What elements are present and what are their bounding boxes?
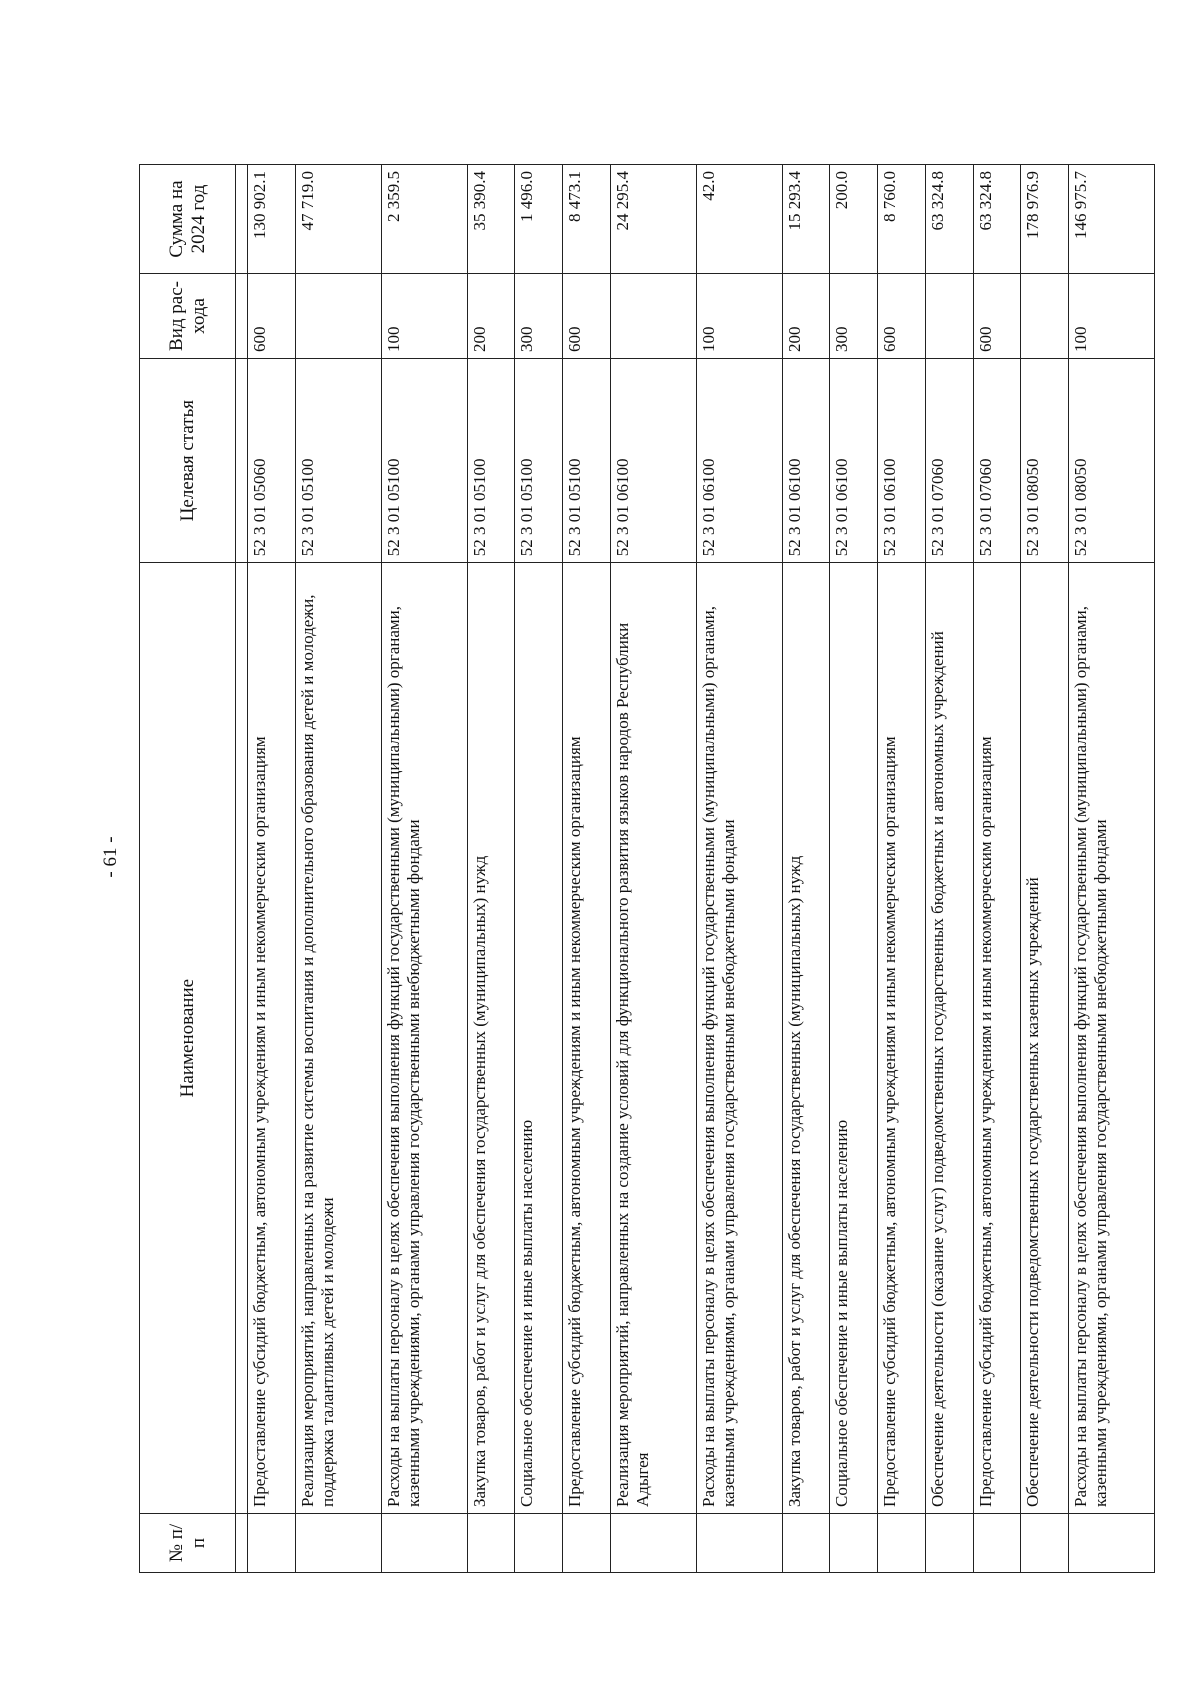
- cell-name: Реализация мероприятий, направленных на развитие системы воспитания и дополнительного образования детей и молодежи, поддержка талантливых детей и молодежи: [295, 563, 381, 1514]
- cell-sum: 8 760.0: [878, 165, 926, 274]
- cell-kind: [295, 273, 381, 358]
- table-row: [1021, 165, 1069, 1573]
- table-body: [236, 165, 1155, 1573]
- table-row: [696, 165, 782, 1573]
- cell-kind: [925, 273, 973, 358]
- cell-code: 52 3 01 06100: [696, 359, 782, 563]
- cell-name: Обеспечение деятельности (оказание услуг) подведомственных государственных бюджетных и автономных учреждений: [925, 563, 973, 1514]
- cell-sum: 35 390.4: [467, 165, 515, 274]
- cell-sum: 146 975.7: [1069, 165, 1155, 274]
- table-row: [515, 165, 563, 1573]
- cell-code: 52 3 01 06100: [878, 359, 926, 563]
- cell-name: Социальное обеспечение и иные выплаты населению: [515, 563, 563, 1514]
- cell-sum: 8 473.1: [563, 165, 611, 274]
- cell-code: 52 3 01 05100: [295, 359, 381, 563]
- cell-num: [925, 1514, 973, 1573]
- header-sum: Сумма на 2024 год: [140, 165, 236, 274]
- cell-sum: 130 902.1: [248, 165, 296, 274]
- cell-code: 52 3 01 06100: [830, 359, 878, 563]
- cell-num: [295, 1514, 381, 1573]
- cell-name: Расходы на выплаты персоналу в целях обеспечения выполнения функций государственными (муниципальными) органами, казенными учреждениями, органами управления государственными внебюджетными фондами: [1069, 563, 1155, 1514]
- table-row: [1069, 165, 1155, 1573]
- cell-sum: 1 496.0: [515, 165, 563, 274]
- cell-kind: 600: [878, 273, 926, 358]
- cell-code: 52 3 01 05100: [381, 359, 467, 563]
- cell-code: 52 3 01 08050: [1021, 359, 1069, 563]
- cell-num: [878, 1514, 926, 1573]
- cell-sum: 15 293.4: [782, 165, 830, 274]
- cell-num: [381, 1514, 467, 1573]
- table-header-row: [140, 165, 236, 1573]
- table-row: [610, 165, 696, 1573]
- cell-name: Расходы на выплаты персоналу в целях обеспечения выполнения функций государственными (муниципальными) органами, казенными учреждениями, органами управления государственными внебюджетными фондами: [381, 563, 467, 1514]
- cell-kind: [1021, 273, 1069, 358]
- cell-name: Реализация мероприятий, направленных на создание условий для функционального развития языков народов Республики Адыгея: [610, 563, 696, 1514]
- cell-code: 52 3 01 06100: [610, 359, 696, 563]
- cell-num: [973, 1514, 1021, 1573]
- cell-code: 52 3 01 05100: [563, 359, 611, 563]
- cell-name: Предоставление субсидий бюджетным, автономным учреждениям и иным некоммерческим организациям: [973, 563, 1021, 1514]
- cell-name: Закупка товаров, работ и услуг для обеспечения государственных (муниципальных) нужд: [467, 563, 515, 1514]
- table-row: [563, 165, 611, 1573]
- cell-kind: 600: [973, 273, 1021, 358]
- cell-code: 52 3 01 07060: [973, 359, 1021, 563]
- cell-name: Социальное обеспечение и иные выплаты населению: [830, 563, 878, 1514]
- cell-sum: 200.0: [830, 165, 878, 274]
- table-row: [782, 165, 830, 1573]
- table-row: [973, 165, 1021, 1573]
- cell-name: Предоставление субсидий бюджетным, автономным учреждениям и иным некоммерческим организациям: [563, 563, 611, 1514]
- table-row: [295, 165, 381, 1573]
- header-num: № п/п: [140, 1514, 236, 1573]
- cell-code: 52 3 01 08050: [1069, 359, 1155, 563]
- cell-sum: 24 295.4: [610, 165, 696, 274]
- header-name: Наименование: [140, 563, 236, 1514]
- cell-name: Расходы на выплаты персоналу в целях обеспечения выполнения функций государственными (муниципальными) органами, казенными учреждениями, органами управления государственными внебюджетными фондами: [696, 563, 782, 1514]
- cell-num: [248, 1514, 296, 1573]
- cell-sum: 2 359.5: [381, 165, 467, 274]
- cell-name: Предоставление субсидий бюджетным, автономным учреждениям и иным некоммерческим организациям: [878, 563, 926, 1514]
- cell-kind: 200: [467, 273, 515, 358]
- cell-sum: 47 719.0: [295, 165, 381, 274]
- cell-num: [696, 1514, 782, 1573]
- budget-table-wrapper: [139, 164, 1155, 1573]
- cell-num: [830, 1514, 878, 1573]
- cell-kind: [610, 273, 696, 358]
- cell-kind: 300: [830, 273, 878, 358]
- header-kind: Вид рас-хода: [140, 273, 236, 358]
- cell-sum: 178 976.9: [1021, 165, 1069, 274]
- spacer-row: [236, 165, 248, 1573]
- cell-kind: 200: [782, 273, 830, 358]
- cell-name: Обеспечение деятельности подведомственных государственных казенных учреждений: [1021, 563, 1069, 1514]
- cell-kind: 300: [515, 273, 563, 358]
- cell-sum: 63 324.8: [973, 165, 1021, 274]
- header-code: Целевая статья: [140, 359, 236, 563]
- cell-code: 52 3 01 07060: [925, 359, 973, 563]
- cell-num: [467, 1514, 515, 1573]
- table-row: [878, 165, 926, 1573]
- cell-code: 52 3 01 06100: [782, 359, 830, 563]
- table-row: [925, 165, 973, 1573]
- cell-kind: 100: [1069, 273, 1155, 358]
- table-row: [248, 165, 296, 1573]
- cell-num: [515, 1514, 563, 1573]
- cell-num: [610, 1514, 696, 1573]
- cell-code: 52 3 01 05060: [248, 359, 296, 563]
- page-number: - 61 -: [100, 836, 121, 878]
- cell-sum: 63 324.8: [925, 165, 973, 274]
- cell-kind: 100: [696, 273, 782, 358]
- cell-name: Закупка товаров, работ и услуг для обеспечения государственных (муниципальных) нужд: [782, 563, 830, 1514]
- cell-code: 52 3 01 05100: [515, 359, 563, 563]
- cell-name: Предоставление субсидий бюджетным, автономным учреждениям и иным некоммерческим организациям: [248, 563, 296, 1514]
- cell-kind: 600: [563, 273, 611, 358]
- cell-num: [1069, 1514, 1155, 1573]
- table-row: [381, 165, 467, 1573]
- budget-table: [139, 164, 1155, 1573]
- cell-code: 52 3 01 05100: [467, 359, 515, 563]
- cell-sum: 42.0: [696, 165, 782, 274]
- cell-kind: 600: [248, 273, 296, 358]
- cell-kind: 100: [381, 273, 467, 358]
- table-row: [830, 165, 878, 1573]
- cell-num: [782, 1514, 830, 1573]
- cell-num: [1021, 1514, 1069, 1573]
- table-row: [467, 165, 515, 1573]
- cell-num: [563, 1514, 611, 1573]
